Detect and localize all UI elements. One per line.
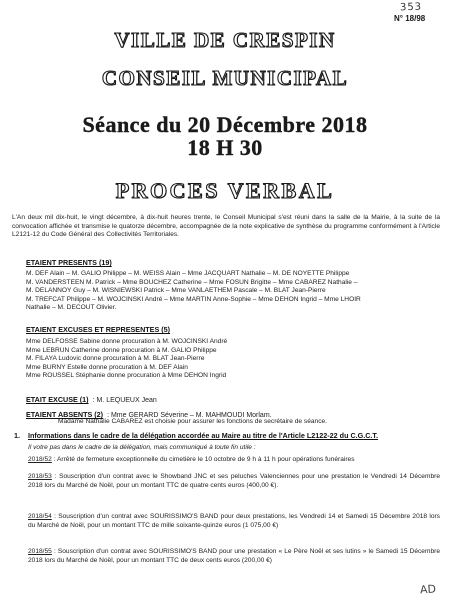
secretaire-paragraph: Madame Nathalie CABAREZ est choisie pour assurer les fonctions de secrétaire de séance. — [58, 418, 328, 425]
procuration-line: Mme ROUSSEL Stéphanie donne procuration à Mme DEHON Ingrid — [26, 372, 227, 380]
handwritten-page-number: 353 — [399, 1, 423, 14]
section-number: 1. — [14, 431, 20, 440]
presents-heading: ETAIENT PRESENTS (19) — [26, 258, 112, 267]
decision-ref: 2018/54 — [28, 513, 52, 520]
title-heure: 18 H 30 — [187, 135, 263, 160]
decision-item — [28, 473, 440, 490]
absents-text: : Mme GERARD Séverine – M. MAHMOUDI Morlam. — [107, 412, 272, 419]
decision-ref: 2018/52 — [28, 456, 52, 463]
title-seance: Séance du 20 Décembre 2018 — [82, 112, 368, 137]
decision-text: : Arrêté de fermeture exceptionnelle du cimetière le 10 octobre de 9 h à 11 h pour opérations funéraires — [53, 456, 355, 463]
document-number: N° 18/98 — [394, 14, 426, 23]
title-proces-verbal: PROCES VERBAL — [115, 178, 335, 203]
title-conseil: CONSEIL MUNICIPAL — [101, 66, 349, 90]
presents-line: Nathalie – M. DECOUT Olivier. — [26, 304, 117, 312]
absents-heading: ETAIENT ABSENTS (2) — [26, 410, 104, 419]
decision-item — [28, 548, 440, 565]
presents-line: M. DELANNOY Guy – M. WISNIEWSKI Patrick – Mme VANLAETHEM Pascale – M. BLAT Jean-Pierre — [26, 287, 326, 295]
presents-list — [26, 270, 361, 313]
title-ville: VILLE DE CRESPIN — [114, 28, 336, 52]
presents-line: M. VANDERSTEEN M. Patrick – Mme BOUCHEZ Catherine – Mme FOSUN Brigitte – Mme CABAREZ Nathalie – — [26, 278, 358, 286]
excuses-heading: ETAIENT EXCUSES ET REPRESENTES (5) — [26, 325, 171, 334]
intro-paragraph: L'An deux mil dix-huit, le vingt décembre, à dix-huit heures trente, le Conseil Municipal s'est réuni dans la salle de la Mairie, à la suite de la convocation affichée et transmise le quatorze décembre, accompagnée de la note explicative de synthèse du programme conformément à l'Article L2121-12 du Code Général des Collectivités Territoriales. — [12, 214, 440, 239]
section-title: Informations dans le cadre de la délégation accordée au Maire au titre de l'Article L2122-22 du C.G.C.T. — [28, 431, 379, 440]
decision-ref: 2018/53 — [28, 473, 52, 480]
procuration-line: M. FILAYA Ludovic donne procuration à M. BLAT Jean-Pierre — [26, 355, 205, 363]
decision-item — [28, 456, 440, 465]
presents-line: M. DEF Alain – M. GALIO Philippe – M. WEISS Alain – Mme JACQUART Nathalie – M. DE NOYETTE Philippe — [26, 270, 350, 277]
section-note: Il votre pas dans le cadre de la délégation, mais communiqué à toute fin utile : — [28, 444, 256, 451]
excuses-list — [26, 338, 227, 381]
decision-text: : Souscription d'un contrat avec SOURISSIMO'S BAND pour deux prestations, les Vendredi 14 et Samedi 15 Décembre 2018 lors du Marché de Noël, pour un montant TTC de mille soixante-quinze euros (1 075,00 €) — [28, 513, 440, 529]
decision-text: : Souscription d'un contrat avec SOURISSIMO'S BAND pour une prestation « Le Père Noël et ses lutins » le Samedi 15 Décembre 2018 lors du Marché de Noël, pour un montant TTC de deux cents euros (200,00 €) — [28, 548, 440, 564]
presents-line: M. TREFCAT Philippe – M. WOJCINSKI André – Mme MARTIN Anne-Sophie – Mme DEHON Ingrid – Mme LHOIR — [26, 295, 361, 303]
procuration-line: Mme DELFOSSE Sabine donne procuration à M. WOJCINSKI André — [26, 338, 228, 345]
decision-item — [28, 513, 440, 530]
excuse-heading: ETAIT EXCUSE (1) — [26, 395, 89, 404]
procuration-line: Mme BURNY Estelle donne procuration à M. DEF Alain — [26, 363, 188, 371]
excuse-text: : M. LEQUEUX Jean — [92, 397, 157, 404]
procuration-line: Mme LEBRUN Catherine donne procuration à M. GALIO Philippe — [26, 346, 217, 354]
decision-ref: 2018/55 — [28, 548, 52, 555]
handwritten-initials: AD — [419, 582, 437, 597]
decision-text: : Souscription d'un contrat avec le Showband JNC et ses peluches Valenciennes pour une prestation le Vendredi 14 Décembre 2018 lors du Marché de Noël, pour un montant TTC de quatre cents euros (400,00 €). — [28, 473, 440, 489]
